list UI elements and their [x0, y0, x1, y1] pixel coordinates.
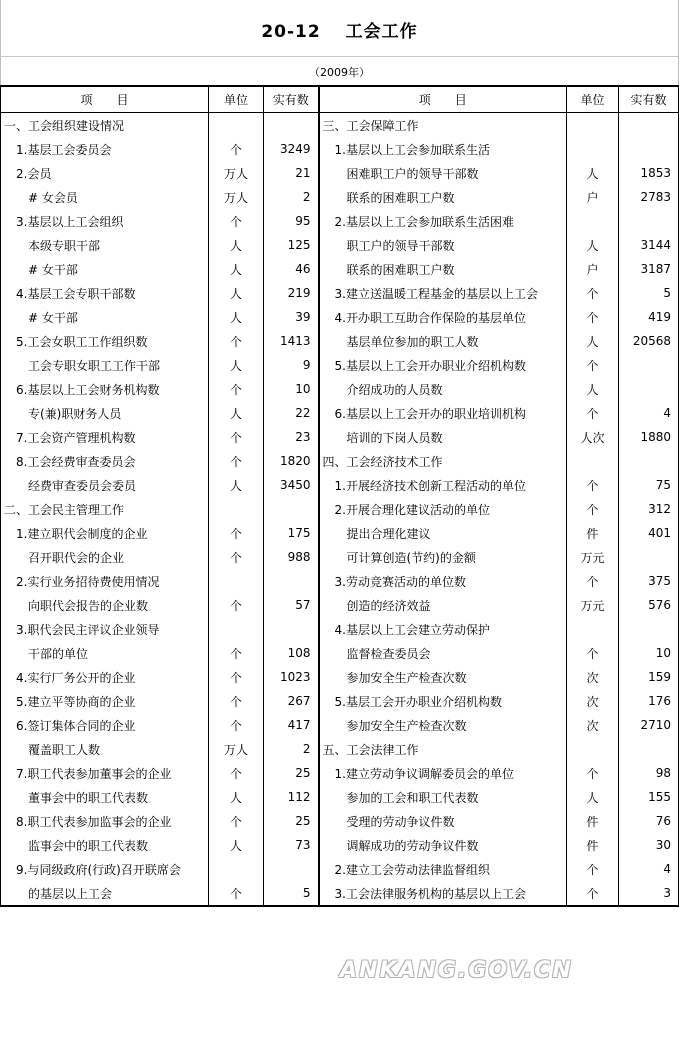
- left-value-cell: 22: [264, 401, 319, 425]
- left-unit-cell: 人: [209, 233, 264, 257]
- right-unit-cell: [567, 113, 619, 138]
- right-item-cell: 受理的劳动争议件数: [319, 809, 567, 833]
- left-item-cell: 5.工会女职工工作组织数: [1, 329, 209, 353]
- left-unit-cell: 个: [209, 713, 264, 737]
- left-value-cell: 3450: [264, 473, 319, 497]
- right-unit-cell: 个: [567, 857, 619, 881]
- right-unit-cell: 个: [567, 473, 619, 497]
- left-item-cell: 4.实行厂务公开的企业: [1, 665, 209, 689]
- left-item-cell: 干部的单位: [1, 641, 209, 665]
- right-item-cell: 6.基层以上工会开办的职业培训机构: [319, 401, 567, 425]
- right-item-cell: 4.基层以上工会建立劳动保护: [319, 617, 567, 641]
- left-item-cell: 召开职代会的企业: [1, 545, 209, 569]
- right-value-cell: 3144: [619, 233, 679, 257]
- left-item-cell: # 女干部: [1, 305, 209, 329]
- left-unit-cell: 个: [209, 329, 264, 353]
- right-value-cell: [619, 113, 679, 138]
- table-row: [1, 593, 679, 617]
- table-row: [1, 353, 679, 377]
- left-item-cell: 监事会中的职工代表数: [1, 833, 209, 857]
- right-item-cell: 参加安全生产检查次数: [319, 713, 567, 737]
- left-unit-cell: 个: [209, 881, 264, 906]
- left-value-cell: [264, 569, 319, 593]
- right-value-cell: 1880: [619, 425, 679, 449]
- left-item-cell: 8.工会经费审查委员会: [1, 449, 209, 473]
- right-value-cell: 76: [619, 809, 679, 833]
- right-unit-cell: 户: [567, 257, 619, 281]
- left-value-cell: 95: [264, 209, 319, 233]
- table-row: [1, 785, 679, 809]
- right-unit-cell: 人次: [567, 425, 619, 449]
- left-value-cell: 125: [264, 233, 319, 257]
- table-row: [1, 329, 679, 353]
- right-item-cell: 介绍成功的人员数: [319, 377, 567, 401]
- left-value-cell: 23: [264, 425, 319, 449]
- right-value-cell: 10: [619, 641, 679, 665]
- left-unit-cell: 个: [209, 137, 264, 161]
- year-row: [0, 57, 679, 85]
- left-unit-cell: 个: [209, 425, 264, 449]
- table-row: [1, 425, 679, 449]
- left-value-cell: 1023: [264, 665, 319, 689]
- left-value-cell: [264, 857, 319, 881]
- right-value-cell: 2783: [619, 185, 679, 209]
- left-item-cell: 7.工会资产管理机构数: [1, 425, 209, 449]
- left-unit-cell: 万人: [209, 185, 264, 209]
- left-unit-cell: [209, 113, 264, 138]
- table-row: [1, 281, 679, 305]
- table-row: [1, 305, 679, 329]
- right-item-cell: 培训的下岗人员数: [319, 425, 567, 449]
- right-value-cell: 5: [619, 281, 679, 305]
- left-item-cell: 3.职代会民主评议企业领导: [1, 617, 209, 641]
- left-value-cell: 39: [264, 305, 319, 329]
- right-unit-cell: 人: [567, 161, 619, 185]
- left-unit-cell: 个: [209, 209, 264, 233]
- left-value-cell: 175: [264, 521, 319, 545]
- right-unit-cell: 人: [567, 785, 619, 809]
- right-item-cell: 2.基层以上工会参加联系生活困难: [319, 209, 567, 233]
- table-row: [1, 449, 679, 473]
- left-unit-cell: 个: [209, 593, 264, 617]
- table-header-row: [1, 86, 679, 113]
- right-item-cell: 1.建立劳动争议调解委员会的单位: [319, 761, 567, 785]
- left-value-cell: 988: [264, 545, 319, 569]
- left-value-cell: [264, 617, 319, 641]
- right-unit-cell: [567, 617, 619, 641]
- table-row: [1, 689, 679, 713]
- left-value-cell: 2: [264, 737, 319, 761]
- table-row: [1, 761, 679, 785]
- right-value-cell: 159: [619, 665, 679, 689]
- right-item-cell: 4.开办职工互助合作保险的基层单位: [319, 305, 567, 329]
- left-unit-cell: [209, 857, 264, 881]
- right-unit-cell: [567, 137, 619, 161]
- right-unit-cell: [567, 737, 619, 761]
- right-item-cell: 参加安全生产检查次数: [319, 665, 567, 689]
- left-item-cell: 2.实行业务招待费使用情况: [1, 569, 209, 593]
- right-value-cell: [619, 737, 679, 761]
- left-item-cell: 覆盖职工人数: [1, 737, 209, 761]
- right-item-cell: 2.建立工会劳动法律监督组织: [319, 857, 567, 881]
- right-unit-cell: 个: [567, 569, 619, 593]
- right-item-cell: 3.劳动竞赛活动的单位数: [319, 569, 567, 593]
- right-unit-cell: 个: [567, 497, 619, 521]
- title-row: [0, 0, 679, 57]
- left-unit-cell: [209, 497, 264, 521]
- table-row: [1, 665, 679, 689]
- table-row: [1, 545, 679, 569]
- left-value-cell: 267: [264, 689, 319, 713]
- left-unit-cell: 人: [209, 473, 264, 497]
- right-item-cell: 三、工会保障工作: [319, 113, 567, 138]
- right-value-cell: 75: [619, 473, 679, 497]
- right-value-cell: [619, 449, 679, 473]
- right-item-cell: 职工户的领导干部数: [319, 233, 567, 257]
- right-unit-cell: 个: [567, 641, 619, 665]
- left-item-cell: 工会专职女职工工作干部: [1, 353, 209, 377]
- left-item-cell: 8.职工代表参加监事会的企业: [1, 809, 209, 833]
- right-value-cell: [619, 545, 679, 569]
- left-item-cell: 专(兼)职财务人员: [1, 401, 209, 425]
- right-item-cell: 调解成功的劳动争议件数: [319, 833, 567, 857]
- left-value-cell: 9: [264, 353, 319, 377]
- left-item-cell: 经费审查委员会委员: [1, 473, 209, 497]
- left-item-cell: 5.建立平等协商的企业: [1, 689, 209, 713]
- left-item-cell: 2.会员: [1, 161, 209, 185]
- header-unit-right: 单位: [567, 86, 619, 113]
- right-unit-cell: 个: [567, 881, 619, 906]
- right-item-cell: 5.基层以上工会开办职业介绍机构数: [319, 353, 567, 377]
- table-row: [1, 881, 679, 906]
- left-item-cell: 6.签订集体合同的企业: [1, 713, 209, 737]
- left-value-cell: 112: [264, 785, 319, 809]
- right-item-cell: 困难职工户的领导干部数: [319, 161, 567, 185]
- right-unit-cell: [567, 209, 619, 233]
- left-value-cell: 1820: [264, 449, 319, 473]
- right-item-cell: 四、工会经济技术工作: [319, 449, 567, 473]
- left-value-cell: [264, 497, 319, 521]
- right-value-cell: 3: [619, 881, 679, 906]
- left-unit-cell: 个: [209, 377, 264, 401]
- right-item-cell: 1.开展经济技术创新工程活动的单位: [319, 473, 567, 497]
- header-value-left: 实有数: [264, 86, 319, 113]
- right-value-cell: [619, 137, 679, 161]
- right-unit-cell: 个: [567, 281, 619, 305]
- right-value-cell: 4: [619, 401, 679, 425]
- right-item-cell: 基层单位参加的职工人数: [319, 329, 567, 353]
- right-item-cell: 五、工会法律工作: [319, 737, 567, 761]
- right-value-cell: 401: [619, 521, 679, 545]
- right-value-cell: 419: [619, 305, 679, 329]
- right-value-cell: 576: [619, 593, 679, 617]
- right-unit-cell: 件: [567, 521, 619, 545]
- table-row: [1, 569, 679, 593]
- table-row: [1, 257, 679, 281]
- left-item-cell: 7.职工代表参加董事会的企业: [1, 761, 209, 785]
- left-item-cell: 1.基层工会委员会: [1, 137, 209, 161]
- left-value-cell: 46: [264, 257, 319, 281]
- right-item-cell: 提出合理化建议: [319, 521, 567, 545]
- left-item-cell: 4.基层工会专职干部数: [1, 281, 209, 305]
- left-item-cell: 向职代会报告的企业数: [1, 593, 209, 617]
- left-unit-cell: 万人: [209, 737, 264, 761]
- right-value-cell: 2710: [619, 713, 679, 737]
- table-row: [1, 137, 679, 161]
- right-unit-cell: 户: [567, 185, 619, 209]
- left-value-cell: 108: [264, 641, 319, 665]
- right-unit-cell: 人: [567, 233, 619, 257]
- header-item-left: 项 目: [1, 86, 209, 113]
- right-unit-cell: 人: [567, 377, 619, 401]
- right-value-cell: 4: [619, 857, 679, 881]
- right-item-cell: 3.工会法律服务机构的基层以上工会: [319, 881, 567, 906]
- right-value-cell: [619, 617, 679, 641]
- header-item-right: 项 目: [319, 86, 567, 113]
- right-value-cell: 312: [619, 497, 679, 521]
- right-unit-cell: 个: [567, 401, 619, 425]
- left-unit-cell: [209, 569, 264, 593]
- right-value-cell: 30: [619, 833, 679, 857]
- right-item-cell: 创造的经济效益: [319, 593, 567, 617]
- table-row: [1, 377, 679, 401]
- right-value-cell: [619, 209, 679, 233]
- right-item-cell: 可计算创造(节约)的金额: [319, 545, 567, 569]
- table-row: [1, 737, 679, 761]
- table-row: [1, 473, 679, 497]
- right-item-cell: 3.建立送温暖工程基金的基层以上工会: [319, 281, 567, 305]
- left-item-cell: 董事会中的职工代表数: [1, 785, 209, 809]
- left-item-cell: 1.建立职代会制度的企业: [1, 521, 209, 545]
- table-row: [1, 233, 679, 257]
- left-unit-cell: 个: [209, 449, 264, 473]
- statistics-table: [0, 85, 679, 907]
- right-unit-cell: 个: [567, 761, 619, 785]
- right-item-cell: 参加的工会和职工代表数: [319, 785, 567, 809]
- left-value-cell: 25: [264, 809, 319, 833]
- right-unit-cell: 个: [567, 353, 619, 377]
- right-unit-cell: 次: [567, 689, 619, 713]
- right-unit-cell: 万元: [567, 593, 619, 617]
- right-value-cell: 375: [619, 569, 679, 593]
- right-unit-cell: 个: [567, 305, 619, 329]
- left-unit-cell: 万人: [209, 161, 264, 185]
- right-value-cell: 176: [619, 689, 679, 713]
- right-item-cell: 联系的困难职工户数: [319, 257, 567, 281]
- right-unit-cell: 件: [567, 809, 619, 833]
- left-value-cell: 417: [264, 713, 319, 737]
- left-unit-cell: 人: [209, 257, 264, 281]
- page-title: 20-12 工会工作: [261, 22, 418, 42]
- left-item-cell: 一、工会组织建设情况: [1, 113, 209, 138]
- left-unit-cell: 人: [209, 281, 264, 305]
- left-item-cell: # 女干部: [1, 257, 209, 281]
- left-value-cell: 21: [264, 161, 319, 185]
- table-row: [1, 113, 679, 138]
- right-value-cell: [619, 377, 679, 401]
- right-unit-cell: 件: [567, 833, 619, 857]
- left-unit-cell: 个: [209, 545, 264, 569]
- table-row: [1, 185, 679, 209]
- table-row: [1, 497, 679, 521]
- left-unit-cell: 个: [209, 761, 264, 785]
- left-item-cell: 的基层以上工会: [1, 881, 209, 906]
- left-value-cell: [264, 113, 319, 138]
- left-value-cell: 1413: [264, 329, 319, 353]
- right-item-cell: 5.基层工会开办职业介绍机构数: [319, 689, 567, 713]
- left-item-cell: 6.基层以上工会财务机构数: [1, 377, 209, 401]
- left-unit-cell: 人: [209, 401, 264, 425]
- left-item-cell: 二、工会民主管理工作: [1, 497, 209, 521]
- year-label: （2009年）: [309, 66, 370, 79]
- left-unit-cell: [209, 617, 264, 641]
- right-item-cell: 1.基层以上工会参加联系生活: [319, 137, 567, 161]
- right-unit-cell: 次: [567, 713, 619, 737]
- right-item-cell: 2.开展合理化建议活动的单位: [319, 497, 567, 521]
- left-value-cell: 3249: [264, 137, 319, 161]
- table-row: [1, 521, 679, 545]
- right-unit-cell: 万元: [567, 545, 619, 569]
- left-unit-cell: 人: [209, 785, 264, 809]
- table-row: [1, 857, 679, 881]
- table-row: [1, 713, 679, 737]
- left-value-cell: 57: [264, 593, 319, 617]
- left-item-cell: # 女会员: [1, 185, 209, 209]
- left-value-cell: 25: [264, 761, 319, 785]
- left-unit-cell: 人: [209, 833, 264, 857]
- left-unit-cell: 个: [209, 809, 264, 833]
- left-value-cell: 219: [264, 281, 319, 305]
- left-value-cell: 10: [264, 377, 319, 401]
- header-unit-left: 单位: [209, 86, 264, 113]
- right-unit-cell: 次: [567, 665, 619, 689]
- right-item-cell: 联系的困难职工户数: [319, 185, 567, 209]
- right-value-cell: 1853: [619, 161, 679, 185]
- left-item-cell: 9.与同级政府(行政)召开联席会: [1, 857, 209, 881]
- left-unit-cell: 人: [209, 353, 264, 377]
- right-unit-cell: [567, 449, 619, 473]
- left-item-cell: 本级专职干部: [1, 233, 209, 257]
- left-unit-cell: 个: [209, 665, 264, 689]
- right-value-cell: 98: [619, 761, 679, 785]
- left-unit-cell: 个: [209, 689, 264, 713]
- table-row: [1, 161, 679, 185]
- right-item-cell: 监督检查委员会: [319, 641, 567, 665]
- table-row: [1, 617, 679, 641]
- left-value-cell: 73: [264, 833, 319, 857]
- watermark-text: ANKANG.GOV.CN: [340, 958, 573, 983]
- left-unit-cell: 个: [209, 641, 264, 665]
- right-value-cell: 155: [619, 785, 679, 809]
- left-item-cell: 3.基层以上工会组织: [1, 209, 209, 233]
- left-value-cell: 5: [264, 881, 319, 906]
- table-row: [1, 833, 679, 857]
- table-row: [1, 209, 679, 233]
- right-value-cell: 3187: [619, 257, 679, 281]
- table-row: [1, 401, 679, 425]
- left-unit-cell: 人: [209, 305, 264, 329]
- right-value-cell: 20568: [619, 329, 679, 353]
- left-value-cell: 2: [264, 185, 319, 209]
- table-row: [1, 809, 679, 833]
- header-value-right: 实有数: [619, 86, 679, 113]
- left-unit-cell: 个: [209, 521, 264, 545]
- table-row: [1, 641, 679, 665]
- right-unit-cell: 人: [567, 329, 619, 353]
- right-value-cell: [619, 353, 679, 377]
